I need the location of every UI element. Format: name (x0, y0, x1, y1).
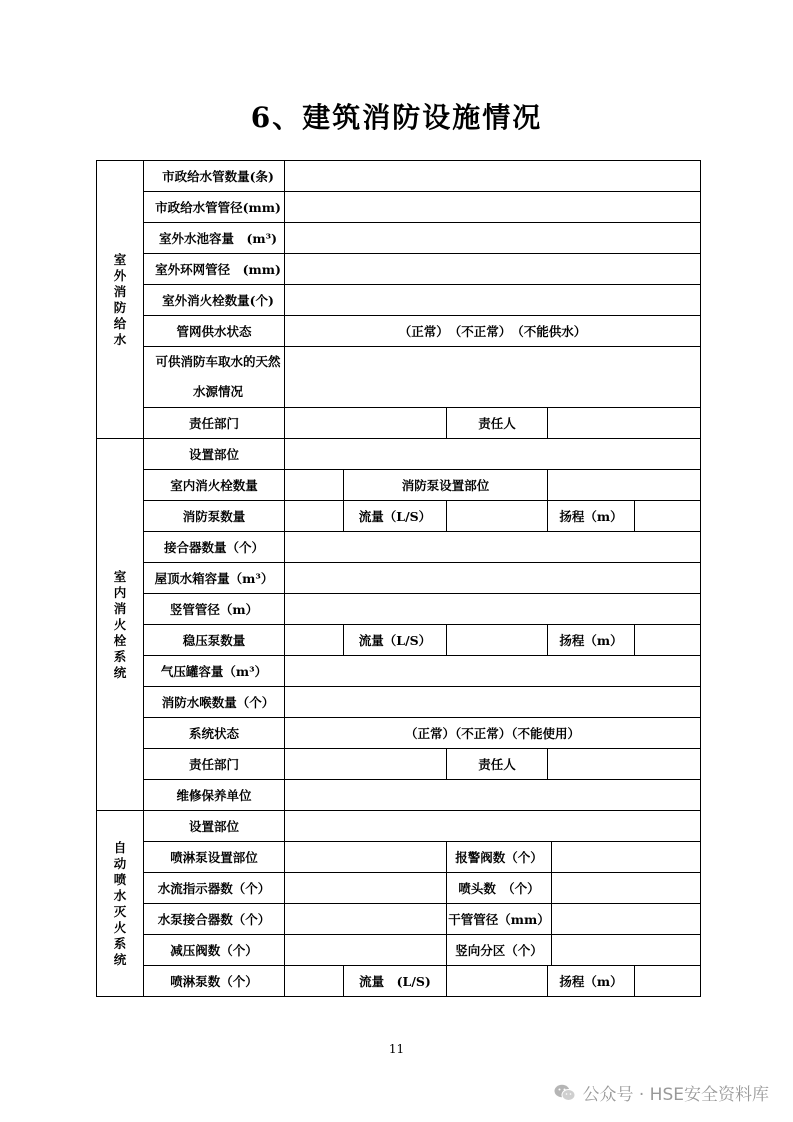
field-roof-tank[interactable] (285, 563, 701, 594)
label-natural-source: 可供消防车取水的天然水源情况 (144, 347, 285, 408)
section-sprinkler: 自动喷水灭火系统 (97, 811, 144, 997)
label-municipal-count: 市政给水管数量(条) (144, 161, 285, 192)
label-booster-flow: 流量（L/S） (344, 625, 447, 656)
section-outdoor: 室外消防给水 (97, 161, 144, 439)
page-number: 11 (388, 1042, 405, 1056)
label-heads: 喷头数 （个） (447, 873, 552, 904)
field-sprinkler-pump-count[interactable] (285, 966, 344, 997)
field-connector[interactable] (285, 904, 447, 935)
field-municipal-dia[interactable] (285, 192, 701, 223)
label-pump-flow: 流量（L/S） (344, 501, 447, 532)
label-ring-dia: 室外环网管径 (mm) (144, 254, 285, 285)
field-connector-count[interactable] (285, 532, 701, 563)
system-status-options[interactable]: （正常）（不正常）（不能使用） (285, 718, 701, 749)
label-pump-count: 消防泵数量 (144, 501, 285, 532)
field-reducing-valve[interactable] (285, 935, 447, 966)
field-pressure-tank[interactable] (285, 656, 701, 687)
field-booster-head[interactable] (635, 625, 701, 656)
label-connector-count: 接合器数量（个） (144, 532, 285, 563)
field-pool-volume[interactable] (285, 223, 701, 254)
label-connector: 水泵接合器数（个） (144, 904, 285, 935)
watermark (554, 1080, 769, 1105)
field-sprinkler-pump-location[interactable] (285, 842, 447, 873)
label-sprinkler-pump-count: 喷淋泵数（个） (144, 966, 285, 997)
field-main-dia[interactable] (552, 904, 701, 935)
field-natural-source[interactable] (285, 347, 701, 408)
field-sprinkler-head[interactable] (635, 966, 701, 997)
label-hydrant-count: 室外消火栓数量(个) (144, 285, 285, 316)
label-indoor-location: 设置部位 (144, 439, 285, 470)
field-booster-flow[interactable] (447, 625, 548, 656)
label-pump-head: 扬程（m） (548, 501, 635, 532)
field-outdoor-dept[interactable] (285, 408, 447, 439)
label-pool-volume: 室外水池容量 (m³) (144, 223, 285, 254)
label-zones: 竖向分区（个） (447, 935, 552, 966)
field-pump-count[interactable] (285, 501, 344, 532)
field-indoor-dept[interactable] (285, 749, 447, 780)
label-outdoor-person: 责任人 (447, 408, 548, 439)
field-pump-flow[interactable] (447, 501, 548, 532)
label-booster-head: 扬程（m） (548, 625, 635, 656)
field-riser-dia[interactable] (285, 594, 701, 625)
label-indoor-hydrant-count: 室内消火栓数量 (144, 470, 285, 501)
field-indoor-hydrant-count[interactable] (285, 470, 344, 501)
label-supply-status: 管网供水状态 (144, 316, 285, 347)
field-zones[interactable] (552, 935, 701, 966)
field-municipal-count[interactable] (285, 161, 701, 192)
field-pump-location[interactable] (548, 470, 701, 501)
label-riser-dia: 竖管管径（m） (144, 594, 285, 625)
label-pump-location: 消防泵设置部位 (344, 470, 548, 501)
label-outdoor-dept: 责任部门 (144, 408, 285, 439)
label-nozzle-count: 消防水喉数量（个） (144, 687, 285, 718)
label-booster-count: 稳压泵数量 (144, 625, 285, 656)
field-hydrant-count[interactable] (285, 285, 701, 316)
label-pressure-tank: 气压罐容量（m³） (144, 656, 285, 687)
field-indoor-location[interactable] (285, 439, 701, 470)
field-nozzle-count[interactable] (285, 687, 701, 718)
label-indoor-person: 责任人 (447, 749, 548, 780)
label-sprinkler-flow: 流量 (L/S) (344, 966, 447, 997)
label-sprinkler-head: 扬程（m） (548, 966, 635, 997)
label-sprinkler-pump-location: 喷淋泵设置部位 (144, 842, 285, 873)
watermark-text: 公众号 · HSE安全资料库 (582, 1085, 769, 1105)
field-sprinkler-location[interactable] (285, 811, 701, 842)
supply-status-options[interactable]: （正常） （不正常） （不能供水） (285, 316, 701, 347)
label-municipal-dia: 市政给水管管径(mm) (144, 192, 285, 223)
field-flow-indicator[interactable] (285, 873, 447, 904)
fire-facilities-table (96, 160, 701, 997)
wechat-icon (554, 1084, 576, 1102)
label-system-status: 系统状态 (144, 718, 285, 749)
label-roof-tank: 屋顶水箱容量（m³） (144, 563, 285, 594)
label-main-dia: 干管管径（mm） (447, 904, 552, 935)
page-title: 6、建筑消防设施情况 (250, 101, 543, 134)
label-indoor-dept: 责任部门 (144, 749, 285, 780)
label-alarm-valve: 报警阀数（个） (447, 842, 552, 873)
section-indoor: 室内消火栓系统 (97, 439, 144, 811)
label-sprinkler-location: 设置部位 (144, 811, 285, 842)
label-reducing-valve: 减压阀数（个） (144, 935, 285, 966)
label-flow-indicator: 水流指示器数（个） (144, 873, 285, 904)
field-heads[interactable] (552, 873, 701, 904)
field-sprinkler-flow[interactable] (447, 966, 548, 997)
field-ring-dia[interactable] (285, 254, 701, 285)
field-maintenance[interactable] (285, 780, 701, 811)
field-alarm-valve[interactable] (552, 842, 701, 873)
field-booster-count[interactable] (285, 625, 344, 656)
field-outdoor-person[interactable] (548, 408, 701, 439)
field-pump-head[interactable] (635, 501, 701, 532)
field-indoor-person[interactable] (548, 749, 701, 780)
label-maintenance: 维修保养单位 (144, 780, 285, 811)
